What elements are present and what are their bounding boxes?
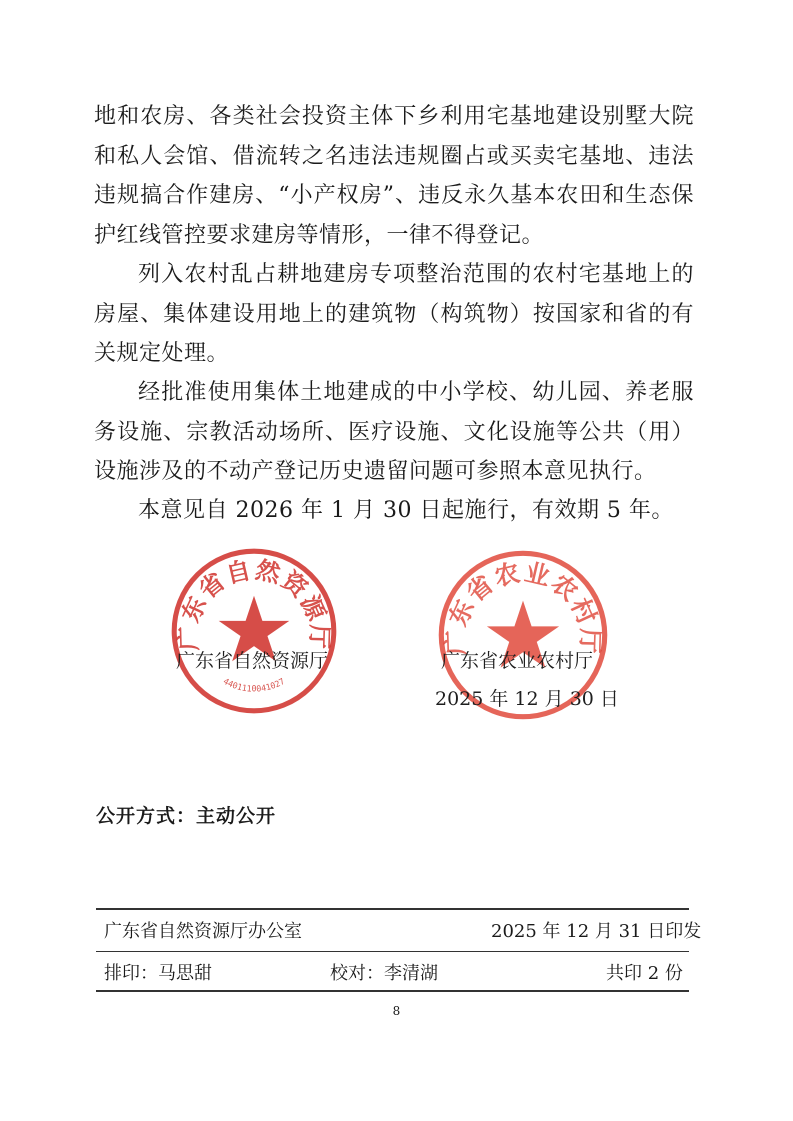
copy-count: 共印 2 份 xyxy=(606,963,683,984)
footer-bottom-rule xyxy=(96,990,689,992)
page-number: 8 xyxy=(392,1004,401,1018)
issue-date: 2025 年 12 月 31 日印发 xyxy=(491,921,702,942)
signature-date: 2025 年 12 月 30 日 xyxy=(435,688,619,710)
paragraph-effective-date: 本意见自 2026 年 1 月 30 日起施行，有效期 5 年。 xyxy=(138,498,674,523)
footer-middle-rule xyxy=(96,951,689,952)
disclosure-method: 公开方式：主动公开 xyxy=(96,805,277,827)
signature-org-1: 广东省自然资源厅 xyxy=(176,650,329,672)
typesetter: 排印：马思甜 xyxy=(104,963,212,984)
issuing-office: 广东省自然资源厅办公室 xyxy=(104,921,302,942)
svg-text:4401110041027: 4401110041027 xyxy=(221,675,287,694)
svg-text:广东省自然资源厅: 广东省自然资源厅 xyxy=(173,554,335,651)
paragraph-3: 经批准使用集体土地建成的中小学校、幼儿园、养老服务设施、宗教活动场所、医疗设施、文化设施等公共（用）设施涉及的不动产登记历史遗留问题可参照本意见执行。 xyxy=(94,380,694,484)
paragraph-1: 地和农房、各类社会投资主体下乡利用宅基地建设别墅大院和私人会馆、借流转之名违法违规圈占或买卖宅基地、违法违规搞合作建房、“小产权房”、违反永久基本农田和生态保护红线管控要求建房等情形，一律不得登记。 xyxy=(94,104,694,248)
svg-text:广东省农业农村厅: 广东省农业农村厅 xyxy=(441,557,605,656)
proofreader: 校对：李清湖 xyxy=(330,963,438,984)
seal-natural-resources xyxy=(170,547,338,715)
paragraph-2: 列入农村乱占耕地建房专项整治范围的农村宅基地上的房屋、集体建设用地上的建筑物（构筑物）按国家和省的有关规定处理。 xyxy=(94,262,694,366)
footer-top-rule xyxy=(96,908,689,910)
signature-org-2: 广东省农业农村厅 xyxy=(441,650,594,672)
